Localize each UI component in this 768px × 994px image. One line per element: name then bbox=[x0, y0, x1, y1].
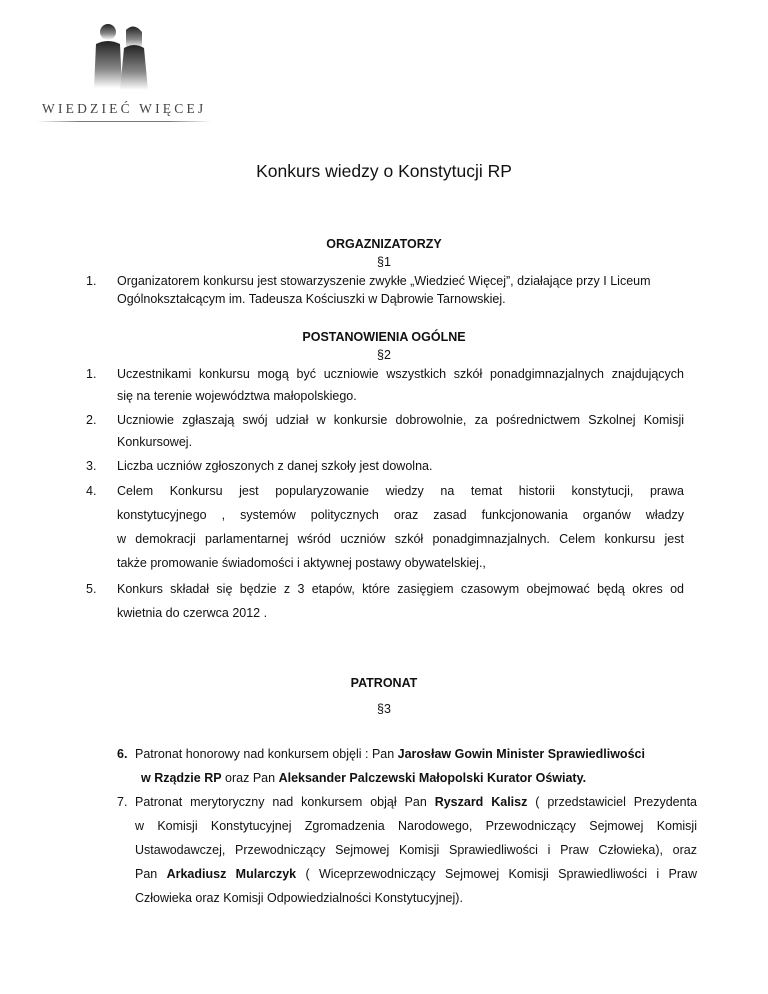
item-line: Konkurs składał się będzie z 3 etapów, które zasięgiem czasowym obejmować będą okres od bbox=[117, 582, 684, 596]
logo-text: WIEDZIEĆ WIĘCEJ bbox=[42, 101, 207, 116]
item-text: ( przedstawiciel Prezydenta bbox=[527, 795, 697, 809]
item-line: także promowanie świadomości i aktywnej postawy obywatelskiej., bbox=[117, 556, 486, 570]
item-line bbox=[141, 770, 586, 786]
item-line: konstytucyjnego , systemów politycznych oraz zasad funkcjonowania organów władzy bbox=[117, 508, 684, 522]
item-line bbox=[135, 746, 645, 762]
item-line: Ogólnokształcącym im. Tadeusza Kościuszki w Dąbrowie Tarnowskiej. bbox=[117, 292, 506, 306]
item-line: w Komisji Konstytucyjnej Zgromadzenia Narodowego, Przewodniczący Sejmowej Komisji bbox=[135, 819, 697, 833]
page-title: Konkurs wiedzy o Konstytucji RP bbox=[256, 161, 512, 181]
item-text: Patronat merytoryczny nad konkursem objął Pan bbox=[135, 795, 435, 809]
item-line: Uczniowie zgłaszają swój udział w konkursie dobrowolnie, za pośrednictwem Szkolnej Komisji bbox=[117, 413, 684, 427]
item-line: kwietnia do czerwca 2012 . bbox=[117, 606, 268, 620]
item-number: 7. bbox=[117, 795, 128, 809]
item-number: 1. bbox=[86, 367, 97, 381]
item-text-bold: Aleksander Palczewski Małopolski Kurator Oświaty. bbox=[278, 771, 587, 785]
section-heading-patronage: PATRONAT bbox=[350, 676, 418, 690]
item-number: 3. bbox=[86, 459, 97, 473]
section-paragraph-number: §1 bbox=[377, 255, 391, 269]
item-line: Ustawodawczej, Przewodniczący Sejmowej Komisji Sprawiedliwości i Praw Człowieka), oraz bbox=[135, 843, 697, 857]
item-text: Pan bbox=[135, 867, 167, 881]
item-line bbox=[135, 866, 697, 882]
item-line: Organizatorem konkursu jest stowarzyszenie zwykłe „Wiedzieć Więcej”, działające przy I Liceum bbox=[117, 274, 651, 288]
section-heading-organizers: ORGAZNIZATORZY bbox=[326, 237, 442, 251]
item-text-bold: Jarosław Gowin Minister Sprawiedliwości bbox=[397, 747, 645, 761]
item-line: Uczestnikami konkursu mogą być uczniowie wszystkich szkół ponadgimnazjalnych znajdujących bbox=[117, 367, 684, 381]
couple-silhouette-icon bbox=[76, 18, 176, 98]
item-line: się na terenie województwa małopolskiego. bbox=[117, 389, 357, 403]
item-line: w demokracji parlamentarnej wśród uczniów szkół ponadgimnazjalnych. Celem konkursu jest bbox=[117, 532, 684, 546]
item-number: 6. bbox=[117, 747, 128, 761]
item-number: 5. bbox=[86, 582, 97, 596]
section-heading-general-provisions: POSTANOWIENIA OGÓLNE bbox=[302, 330, 466, 344]
item-text: oraz Pan bbox=[221, 771, 279, 785]
item-number: 1. bbox=[86, 274, 97, 288]
item-text-bold: Ryszard Kalisz bbox=[434, 795, 528, 809]
item-text: ( Wiceprzewodniczący Sejmowej Komisji Sprawiedliwości i Praw bbox=[296, 867, 698, 881]
section-paragraph-number: §2 bbox=[377, 348, 391, 362]
item-line: Celem Konkursu jest popularyzowanie wiedzy na temat historii konstytucji, prawa bbox=[117, 484, 684, 498]
item-text-bold: w Rządzie RP bbox=[141, 771, 222, 785]
item-line: Liczba uczniów zgłoszonych z danej szkoły jest dowolna. bbox=[117, 459, 433, 473]
item-text-bold: Arkadiusz Mularczyk bbox=[166, 867, 297, 881]
item-line: Człowieka oraz Komisji Odpowiedzialności Konstytucyjnej). bbox=[135, 891, 463, 905]
item-number: 4. bbox=[86, 484, 97, 498]
item-text: Patronat honorowy nad konkursem objęli : Pan bbox=[135, 747, 398, 761]
item-number: 2. bbox=[86, 413, 97, 427]
logo-underline bbox=[36, 121, 212, 122]
item-line bbox=[135, 794, 697, 810]
section-paragraph-number: §3 bbox=[377, 702, 391, 716]
item-line: Konkursowej. bbox=[117, 435, 193, 449]
logo bbox=[36, 18, 216, 124]
